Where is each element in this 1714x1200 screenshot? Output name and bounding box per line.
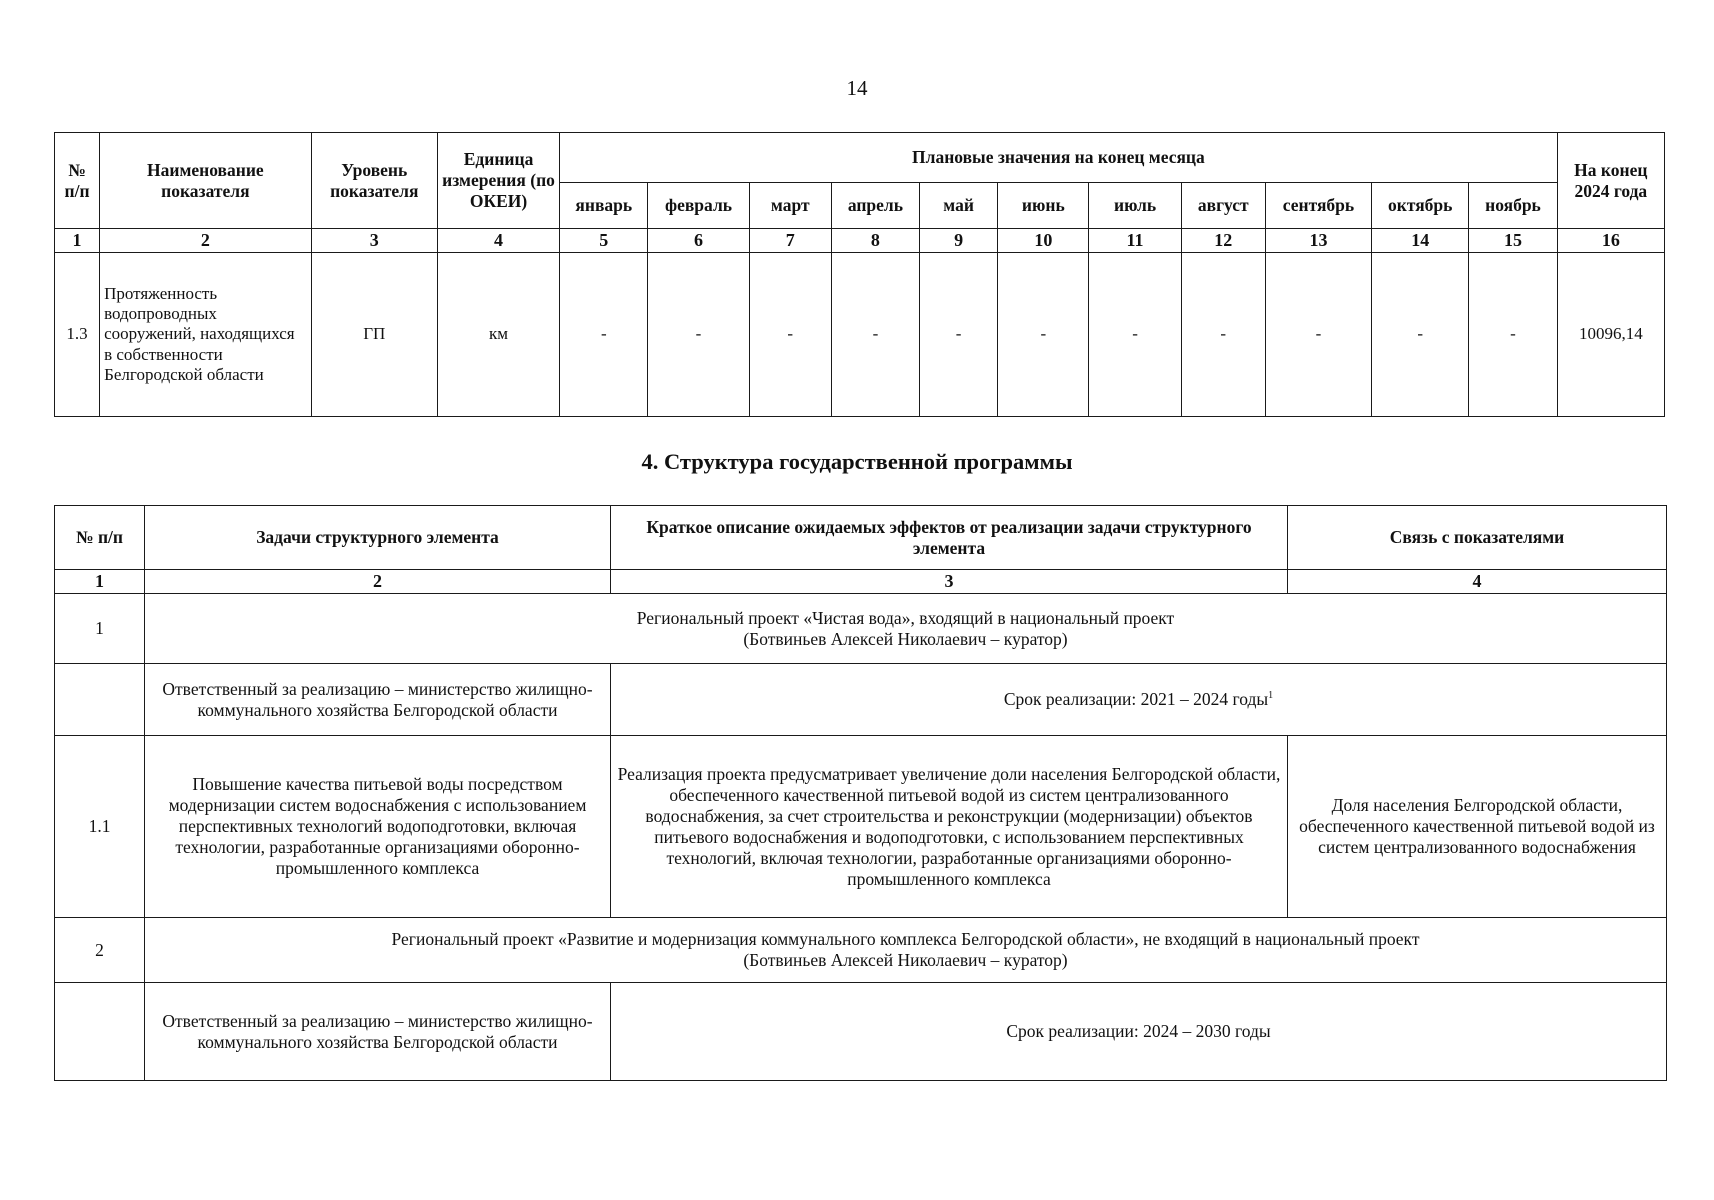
term-text: Срок реализации: 2021 – 2024 годы — [1003, 689, 1269, 709]
column-number: 15 — [1469, 229, 1557, 253]
column-number: 8 — [831, 229, 919, 253]
month-header: август — [1181, 183, 1265, 229]
row-num: 1.3 — [55, 253, 100, 417]
header-num: № п/п — [55, 133, 100, 229]
project-row — [55, 594, 1667, 664]
month-header: октябрь — [1372, 183, 1469, 229]
project-title-cell — [145, 594, 1667, 664]
header-end-year: На конец 2024 года — [1557, 133, 1664, 229]
month-header: январь — [560, 183, 648, 229]
column-number: 2 — [145, 570, 611, 594]
task-text: Повышение качества питьевой воды посредством модернизации систем водоснабжения с использованием перспективных технологий водоподготовки, включая технологии, разработанные организациями оборонно-промышленного комплекса — [145, 736, 611, 918]
row-num: 2 — [55, 918, 145, 983]
month-value: - — [1469, 253, 1557, 417]
table-row — [55, 253, 1665, 417]
header-row — [55, 133, 1665, 183]
responsible-row — [55, 983, 1667, 1081]
column-number: 13 — [1265, 229, 1371, 253]
section-title: 4. Структура государственной программы — [641, 449, 1073, 474]
project-curator: (Ботвиньев Алексей Николаевич – куратор) — [743, 628, 1068, 649]
row-num: 1 — [55, 594, 145, 664]
column-number: 10 — [998, 229, 1089, 253]
header-num: № п/п — [55, 506, 145, 570]
column-number: 4 — [1288, 570, 1667, 594]
project-curator: (Ботвиньев Алексей Николаевич – куратор) — [743, 950, 1068, 970]
project-title: Региональный проект «Чистая вода», входящий в национальный проект — [636, 607, 1175, 628]
indicators-table — [54, 132, 1665, 417]
month-header: март — [749, 183, 831, 229]
month-header: июль — [1089, 183, 1181, 229]
project-row — [55, 918, 1667, 983]
month-value: - — [648, 253, 749, 417]
month-header: май — [920, 183, 998, 229]
column-number: 16 — [1557, 229, 1664, 253]
project-title: Региональный проект «Развитие и модернизация коммунального комплекса Белгородской области», не входящий в национальный проект — [391, 929, 1420, 949]
column-number: 1 — [55, 229, 100, 253]
responsible-row — [55, 664, 1667, 736]
header-row — [55, 506, 1667, 570]
month-value: - — [998, 253, 1089, 417]
header-level: Уровень показателя — [311, 133, 437, 229]
month-header: февраль — [648, 183, 749, 229]
column-number-row — [55, 229, 1665, 253]
month-value: - — [920, 253, 998, 417]
header-effects: Краткое описание ожидаемых эффектов от реализации задачи структурного элемента — [611, 506, 1288, 570]
end-year-value: 10096,14 — [1557, 253, 1664, 417]
header-name: Наименование показателя — [100, 133, 312, 229]
column-number: 5 — [560, 229, 648, 253]
structure-table — [54, 505, 1667, 1081]
column-number: 3 — [611, 570, 1288, 594]
month-value: - — [1089, 253, 1181, 417]
empty-cell — [55, 664, 145, 736]
column-number: 7 — [749, 229, 831, 253]
header-planned: Плановые значения на конец месяца — [560, 133, 1557, 183]
term-cell — [611, 664, 1667, 736]
header-tasks: Задачи структурного элемента — [145, 506, 611, 570]
footnote-mark: 1 — [1268, 690, 1274, 702]
link-text: Доля населения Белгородской области, обеспеченного качественной питьевой водой из систем централизованного водоснабжения — [1288, 736, 1667, 918]
column-number: 14 — [1372, 229, 1469, 253]
header-unit: Единица измерения (по ОКЕИ) — [437, 133, 559, 229]
month-header: сентябрь — [1265, 183, 1371, 229]
month-header: ноябрь — [1469, 183, 1557, 229]
column-number: 3 — [311, 229, 437, 253]
empty-cell — [55, 983, 145, 1081]
responsible-text: Ответственный за реализацию – министерство жилищно-коммунального хозяйства Белгородской области — [145, 664, 611, 736]
month-value: - — [749, 253, 831, 417]
column-number: 2 — [100, 229, 312, 253]
indicator-name: Протяженность водопроводных сооружений, находящихся в собственности Белгородской области — [100, 253, 312, 417]
indicator-level: ГП — [311, 253, 437, 417]
column-number-row — [55, 570, 1667, 594]
column-number: 11 — [1089, 229, 1181, 253]
column-number: 1 — [55, 570, 145, 594]
month-value: - — [1372, 253, 1469, 417]
page-number: 14 — [846, 76, 868, 100]
column-number: 6 — [648, 229, 749, 253]
row-num: 1.1 — [55, 736, 145, 918]
month-value: - — [560, 253, 648, 417]
column-number: 9 — [920, 229, 998, 253]
month-value: - — [1265, 253, 1371, 417]
header-link: Связь с показателями — [1288, 506, 1667, 570]
indicator-unit: км — [437, 253, 559, 417]
term-text: Срок реализации: 2024 – 2030 годы — [611, 983, 1667, 1081]
month-value: - — [1181, 253, 1265, 417]
column-number: 12 — [1181, 229, 1265, 253]
month-value: - — [831, 253, 919, 417]
column-number: 4 — [437, 229, 559, 253]
project-title-cell — [145, 918, 1667, 983]
month-header: апрель — [831, 183, 919, 229]
task-row — [55, 736, 1667, 918]
effect-text: Реализация проекта предусматривает увеличение доли населения Белгородской области, обеспеченного качественной питьевой водой из систем централизованного водоснабжения, за счет строительства и реконструкции (модернизации) объектов питьевого водоснабжения и водоподготовки, с использованием перспективных технологий, включая технологии, разработанные организациями оборонно-промышленного комплекса — [611, 736, 1288, 918]
responsible-text: Ответственный за реализацию – министерство жилищно-коммунального хозяйства Белгородской области — [145, 983, 611, 1081]
month-header: июнь — [998, 183, 1089, 229]
